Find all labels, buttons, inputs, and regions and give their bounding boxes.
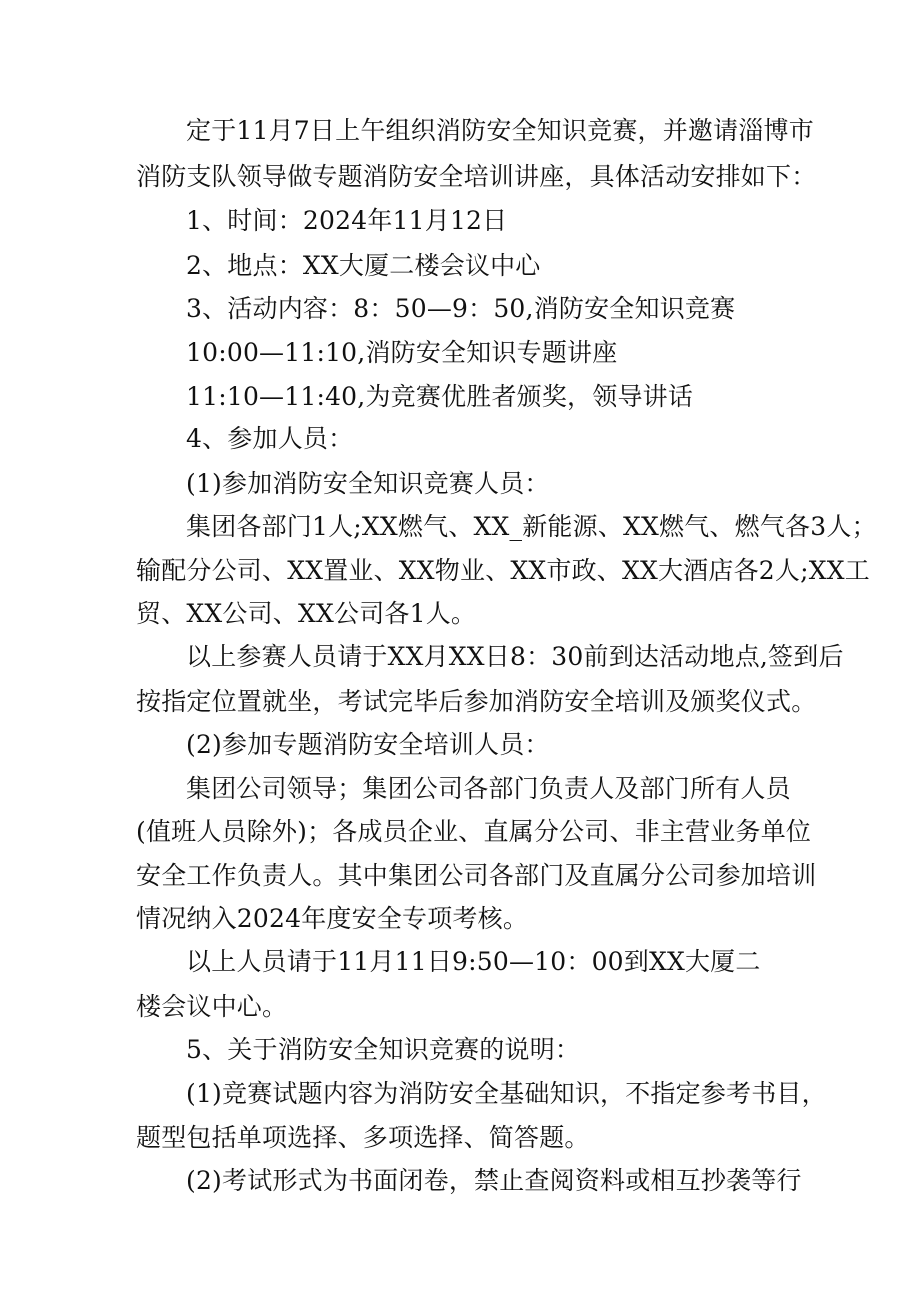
text-line: 输配分公司、XX置业、XX物业、XX市政、XX大酒店各2人;XX工 [136, 556, 870, 585]
text-line: 消防支队领导做专题消防安全培训讲座，具体活动安排如下： [136, 162, 817, 191]
text-line: (1)竞赛试题内容为消防安全基础知识，不指定参考书目， [186, 1079, 827, 1108]
text-line: 以上参赛人员请于XX月XX日8：30前到达活动地点,签到后 [186, 642, 844, 671]
text-line: 定于11月7日上午组织消防安全知识竞赛，并邀请淄博市 [186, 116, 814, 145]
text-line: 5、关于消防安全知识竞赛的说明： [186, 1035, 581, 1064]
text-line: 楼会议中心。 [136, 992, 288, 1021]
text-line: (1)参加消防安全知识竞赛人员： [186, 469, 550, 498]
text-line: 集团各部门1人;XX燃气、XX_新能源、XX燃气、燃气各3人； [186, 512, 877, 541]
text-line: (2)参加专题消防安全培训人员： [186, 730, 550, 759]
text-line: (值班人员除外)；各成员企业、直属分公司、非主营业务单位 [136, 817, 812, 846]
text-line: 以上人员请于11月11日9:50—10：00到XX大厦二 [186, 947, 761, 976]
text-line: 2、地点：XX大厦二楼会议中心 [186, 251, 541, 280]
text-line: 10:00—11:10,消防安全知识专题讲座 [186, 338, 618, 367]
text-line: 4、参加人员： [186, 424, 354, 453]
text-line: 题型包括单项选择、多项选择、简答题。 [136, 1123, 590, 1152]
text-line: 3、活动内容：8：50—9：50,消防安全知识竞赛 [186, 294, 736, 323]
text-line: 情况纳入2024年度安全专项考核。 [136, 904, 529, 933]
text-line: 安全工作负责人。其中集团公司各部门及直属分公司参加培训 [136, 861, 817, 890]
text-line: 按指定位置就坐，考试完毕后参加消防安全培训及颁奖仪式。 [136, 687, 817, 716]
text-line: 贸、XX公司、XX公司各1人。 [136, 599, 477, 628]
text-line: 1、时间：2024年11月12日 [186, 206, 508, 235]
text-line: 集团公司领导；集团公司各部门负责人及部门所有人员 [186, 774, 791, 803]
text-line: (2)考试形式为书面闭卷，禁止查阅资料或相互抄袭等行 [186, 1166, 802, 1195]
text-line: 11:10—11:40,为竞赛优胜者颁奖，领导讲话 [186, 382, 694, 411]
